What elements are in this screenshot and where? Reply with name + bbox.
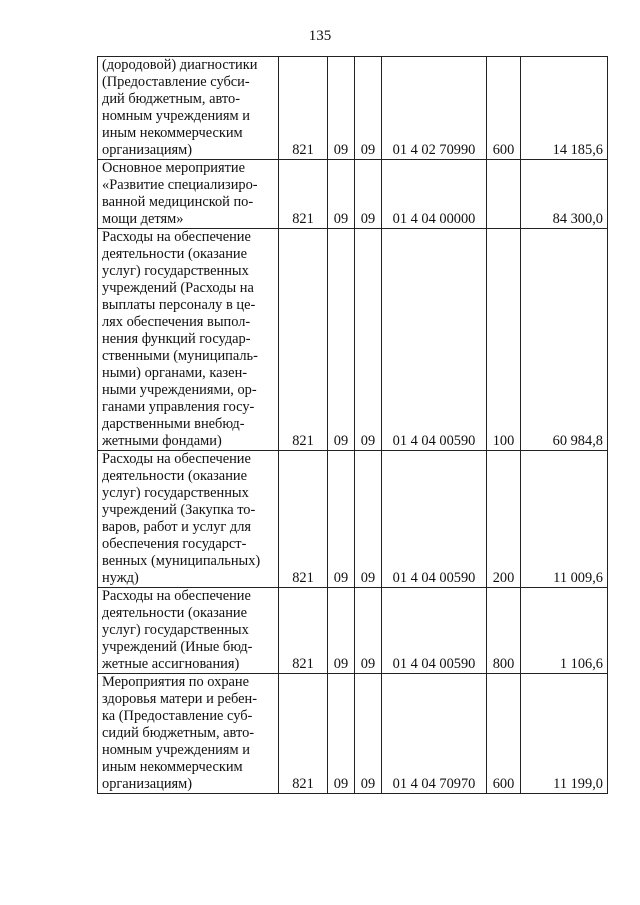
expense-name-line: деятельности (оказание: [102, 605, 247, 621]
ministry-code-cell: 821: [279, 160, 328, 229]
expense-name-line: обеспечения государст-: [102, 536, 247, 552]
section-code-cell: 09: [328, 451, 355, 588]
expense-name-cell: [98, 57, 279, 160]
expense-type-cell: 800: [487, 588, 521, 674]
subsection-code-cell: 09: [355, 160, 382, 229]
expense-name-line: жетные ассигнования): [102, 656, 240, 672]
expense-name-line: ственными (муниципаль-: [102, 348, 258, 364]
expense-name-line: нения функций государ-: [102, 331, 251, 347]
expense-name-line: иным некоммерческим: [102, 759, 243, 775]
expense-name-cell: [98, 451, 279, 588]
expense-name-line: учреждений (Расходы на: [102, 280, 254, 296]
expense-name-line: иным некоммерческим: [102, 125, 243, 141]
expense-name-line: Расходы на обеспечение: [102, 229, 251, 245]
section-code-cell: 09: [328, 588, 355, 674]
expense-name-cell: [98, 588, 279, 674]
expense-name-line: ными учреждениями, ор-: [102, 382, 257, 398]
expense-name-line: варов, работ и услуг для: [102, 519, 252, 535]
subsection-code-cell: 09: [355, 451, 382, 588]
subsection-code-cell: 09: [355, 674, 382, 794]
table-row: [98, 451, 608, 588]
target-article-cell: 01 4 04 00590: [382, 451, 487, 588]
expense-name-line: деятельности (оказание: [102, 246, 247, 262]
expense-name-line: номным учреждениям и: [102, 108, 250, 124]
target-article-cell: 01 4 04 70970: [382, 674, 487, 794]
expense-name-line: Мероприятия по охране: [102, 674, 250, 690]
expense-name-line: ганами управления госу-: [102, 399, 255, 415]
expense-name-line: дарственными внебюд-: [102, 416, 245, 432]
table-row: [98, 57, 608, 160]
subsection-code-cell: 09: [355, 588, 382, 674]
expense-name-line: услуг) государственных: [102, 485, 249, 501]
amount-cell: 14 185,6: [521, 57, 608, 160]
expense-name-line: выплаты персоналу в це-: [102, 297, 256, 313]
expense-type-cell: 600: [487, 57, 521, 160]
target-article-cell: 01 4 04 00590: [382, 229, 487, 451]
expense-name-line: Расходы на обеспечение: [102, 588, 251, 604]
expense-name-line: мощи детям»: [102, 211, 184, 227]
table-row: [98, 229, 608, 451]
ministry-code-cell: 821: [279, 57, 328, 160]
expense-name-line: здоровья матери и ребен-: [102, 691, 257, 707]
budget-table: [97, 56, 608, 794]
expense-name-cell: [98, 674, 279, 794]
ministry-code-cell: 821: [279, 451, 328, 588]
expense-name-line: «Развитие специализиро-: [102, 177, 258, 193]
subsection-code-cell: 09: [355, 57, 382, 160]
expense-type-cell: 200: [487, 451, 521, 588]
section-code-cell: 09: [328, 229, 355, 451]
expense-name-line: ка (Предоставление суб-: [102, 708, 253, 724]
table-row: [98, 160, 608, 229]
expense-type-cell: 600: [487, 674, 521, 794]
expense-name-line: жетными фондами): [102, 433, 222, 449]
expense-name-line: учреждений (Закупка то-: [102, 502, 256, 518]
expense-name-line: организациям): [102, 776, 193, 792]
expense-name-line: услуг) государственных: [102, 622, 249, 638]
target-article-cell: 01 4 02 70990: [382, 57, 487, 160]
expense-name-cell: [98, 229, 279, 451]
amount-cell: 11 009,6: [521, 451, 608, 588]
target-article-cell: 01 4 04 00000: [382, 160, 487, 229]
expense-name-line: номным учреждениям и: [102, 742, 250, 758]
expense-name-line: венных (муниципальных): [102, 553, 261, 569]
expense-name-line: учреждений (Иные бюд-: [102, 639, 253, 655]
section-code-cell: 09: [328, 160, 355, 229]
expense-name-line: услуг) государственных: [102, 263, 249, 279]
section-code-cell: 09: [328, 674, 355, 794]
table-row: [98, 588, 608, 674]
section-code-cell: 09: [328, 57, 355, 160]
amount-cell: 11 199,0: [521, 674, 608, 794]
table-row: [98, 674, 608, 794]
expense-name-line: Расходы на обеспечение: [102, 451, 251, 467]
expense-name-line: (Предоставление субси-: [102, 74, 250, 90]
ministry-code-cell: 821: [279, 674, 328, 794]
ministry-code-cell: 821: [279, 588, 328, 674]
amount-cell: 1 106,6: [521, 588, 608, 674]
expense-name-line: лях обеспечения выпол-: [102, 314, 251, 330]
expense-name-line: организациям): [102, 142, 193, 158]
expense-type-cell: [487, 160, 521, 229]
subsection-code-cell: 09: [355, 229, 382, 451]
amount-cell: 60 984,8: [521, 229, 608, 451]
expense-name-line: (дородовой) диагностики: [102, 57, 258, 73]
ministry-code-cell: 821: [279, 229, 328, 451]
expense-name-line: сидий бюджетным, авто-: [102, 725, 255, 741]
expense-name-line: деятельности (оказание: [102, 468, 247, 484]
expense-name-cell: [98, 160, 279, 229]
expense-name-line: дий бюджетным, авто-: [102, 91, 240, 107]
page-number: 135: [308, 28, 332, 44]
expense-name-line: ными) органами, казен-: [102, 365, 248, 381]
target-article-cell: 01 4 04 00590: [382, 588, 487, 674]
budget-table-body: [98, 57, 608, 794]
expense-type-cell: 100: [487, 229, 521, 451]
amount-cell: 84 300,0: [521, 160, 608, 229]
expense-name-line: ванной медицинской по-: [102, 194, 254, 210]
expense-name-line: Основное мероприятие: [102, 160, 246, 176]
expense-name-line: нужд): [102, 570, 139, 586]
